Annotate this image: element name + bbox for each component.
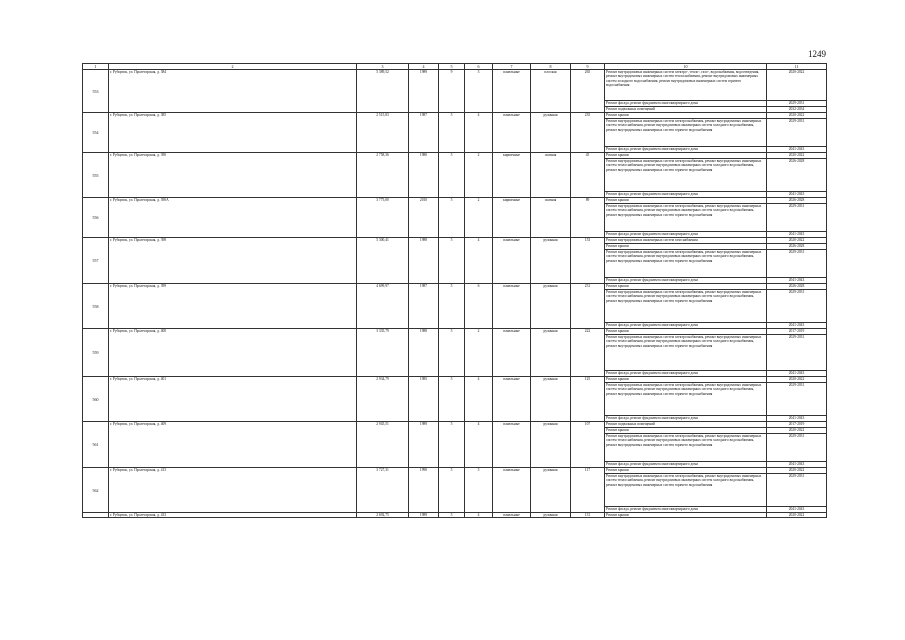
work-years-cell: 2017-2019 [767, 422, 827, 428]
residents-cell: 222 [571, 329, 605, 377]
work-type-cell: Ремонт внутридомовых инженерных систем газоснабжения [605, 238, 767, 244]
column-number-7: 7 [493, 64, 531, 70]
row-number: 558 [83, 284, 109, 329]
work-type-cell: Ремонт фасада, ремонт фундамента многоквартирного дома [605, 101, 767, 107]
wall-material-cell: панельные [493, 70, 531, 113]
residents-cell: 45 [571, 153, 605, 198]
floors-cell: 5 [439, 153, 465, 198]
year-cell: 1988 [409, 329, 439, 377]
year-cell: 1989 [409, 70, 439, 113]
work-type-cell: Ремонт крыши [605, 284, 767, 290]
wall-material-cell: панельные [493, 238, 531, 284]
row-number: 560 [83, 377, 109, 422]
entrances-cell: 3 [465, 70, 493, 113]
address-cell: г. Рубцовск, ул. Пролетарская, д. 399 [109, 284, 357, 329]
work-years-cell: 2041-2043 [767, 232, 827, 238]
table-row [83, 513, 827, 518]
work-type-cell: Ремонт внутридомовых инженерных систем электро-, тепло-, газо-, водоснабжения, водоотведения, ремонт внутридомовых инженерных систем теплоснабжения, ремонт внутридомовых инженерных систем холодного водоснабжения, ремонт внутридомовых инженерных систем горячего водоснабжения [605, 70, 767, 101]
work-years-cell: 2017-2019 [767, 329, 827, 335]
work-years-cell: 2029-2031 [767, 119, 827, 147]
work-type-cell: Ремонт крыши [605, 329, 767, 335]
table-body [83, 70, 827, 518]
roof-type-cell: рулонная [531, 513, 571, 518]
residents-cell: 153 [571, 238, 605, 284]
work-type-cell: Ремонт внутридомовых инженерных систем электроснабжения, ремонт внутридомовых инженерных систем теплоснабжения, ремонт внутридомовых инженерных систем холодного водоснабжения, ремонт внутридомовых инженерных систем горячего водоснабжения [605, 159, 767, 192]
register-table [82, 63, 827, 518]
work-type-cell: Ремонт внутридомовых инженерных систем электроснабжения, ремонт внутридомовых инженерных систем теплоснабжения, ремонт внутридомовых инженерных систем холодного водоснабжения, ремонт внутридомовых инженерных систем горячего водоснабжения [605, 335, 767, 371]
work-years-cell: 2041-2043 [767, 192, 827, 198]
work-years-cell: 2029-2031 [767, 335, 827, 371]
floors-cell: 5 [439, 198, 465, 238]
roof-type-cell: рулонная [531, 422, 571, 468]
entrances-cell: 4 [465, 422, 493, 468]
work-years-cell: 2020-2022 [767, 153, 827, 159]
entrances-cell: 2 [465, 329, 493, 377]
roof-type-cell: скатная [531, 198, 571, 238]
year-cell: 1990 [409, 468, 439, 513]
wall-material-cell: панельные [493, 468, 531, 513]
work-years-cell: 2029-2031 [767, 290, 827, 323]
work-years-cell: 2026-2028 [767, 198, 827, 204]
wall-material-cell: панельные [493, 422, 531, 468]
area-cell: 2 692,75 [357, 513, 409, 518]
roof-type-cell: рулонная [531, 329, 571, 377]
work-type-cell: Ремонт фасада, ремонт фундамента многоквартирного дома [605, 147, 767, 153]
row-number [83, 513, 109, 518]
work-years-cell: 2020-2022 [767, 513, 827, 518]
address-cell: г. Рубцовск, ул. Пролетарская, д. 385 [109, 113, 357, 153]
residents-cell: 117 [571, 468, 605, 513]
wall-material-cell: панельные [493, 377, 531, 422]
work-type-cell: Ремонт крыши [605, 198, 767, 204]
wall-material-cell: панельные [493, 113, 531, 153]
address-cell: г. Рубцовск, ул. Пролетарская, д. 398 [109, 238, 357, 284]
roof-type-cell: рулонная [531, 113, 571, 153]
work-years-cell: 2041-2043 [767, 147, 827, 153]
work-years-cell: 2020-2022 [767, 377, 827, 383]
work-type-cell: Ремонт внутридомовых инженерных систем электроснабжения, ремонт внутридомовых инженерных систем теплоснабжения, ремонт внутридомовых инженерных систем холодного водоснабжения, ремонт внутридомовых инженерных систем горячего водоснабжения [605, 290, 767, 323]
work-years-cell: 2029-2031 [767, 474, 827, 507]
entrances-cell: 4 [465, 377, 493, 422]
wall-material-cell: панельные [493, 284, 531, 329]
work-years-cell: 2041-2043 [767, 507, 827, 513]
work-years-cell: 2020-2022 [767, 468, 827, 474]
address-cell: г. Рубцовск, ул. Пролетарская, д. 413 [109, 468, 357, 513]
row-number: 559 [83, 329, 109, 377]
area-cell: 2 758,36 [357, 153, 409, 198]
work-type-cell: Ремонт фасада, ремонт фундамента многоквартирного дома [605, 462, 767, 468]
work-type-cell: Ремонт крыши [605, 468, 767, 474]
row-number: 556 [83, 198, 109, 238]
work-years-cell: 2029-2031 [767, 204, 827, 232]
work-type-cell: Ремонт внутридомовых инженерных систем электроснабжения, ремонт внутридомовых инженерных систем теплоснабжения, ремонт внутридомовых инженерных систем холодного водоснабжения, ремонт внутридомовых инженерных систем горячего водоснабжения [605, 434, 767, 462]
floors-cell: 5 [439, 513, 465, 518]
row-number: 553 [83, 70, 109, 113]
work-type-cell: Ремонт крыши [605, 113, 767, 119]
floors-cell: 5 [439, 468, 465, 513]
year-cell: 1987 [409, 113, 439, 153]
area-cell: 3 727,31 [357, 468, 409, 513]
roof-type-cell: скатная [531, 153, 571, 198]
area-cell: 4 699,97 [357, 284, 409, 329]
work-years-cell: 2026-2028 [767, 284, 827, 290]
entrances-cell: 2 [465, 153, 493, 198]
area-cell: 5 389,52 [357, 70, 409, 113]
work-years-cell: 2020-2022 [767, 113, 827, 119]
floors-cell: 5 [439, 422, 465, 468]
work-years-cell: 2032-2034 [767, 107, 827, 113]
work-type-cell: Ремонт внутридомовых инженерных систем электроснабжения, ремонт внутридомовых инженерных систем теплоснабжения, ремонт внутридомовых инженерных систем холодного водоснабжения, ремонт внутридомовых инженерных систем горячего водоснабжения [605, 119, 767, 147]
work-type-cell: Ремонт внутридомовых инженерных систем электроснабжения, ремонт внутридомовых инженерных систем теплоснабжения, ремонт внутридомовых инженерных систем холодного водоснабжения, ремонт внутридомовых инженерных систем горячего водоснабжения [605, 204, 767, 232]
floors-cell: 5 [439, 113, 465, 153]
work-type-cell: Ремонт внутридомовых инженерных систем электроснабжения, ремонт внутридомовых инженерных систем теплоснабжения, ремонт внутридомовых инженерных систем холодного водоснабжения, ремонт внутридомовых инженерных систем горячего водоснабжения [605, 250, 767, 278]
residents-cell: 89 [571, 198, 605, 238]
column-number-1: 1 [83, 64, 109, 70]
table-row [83, 70, 827, 101]
work-years-cell: 2026-2028 [767, 244, 827, 250]
entrances-cell: 2 [465, 198, 493, 238]
address-cell: г. Рубцовск, ул. Пролетарская, д. 433 [109, 513, 357, 518]
wall-material-cell: кирпичные [493, 153, 531, 198]
wall-material-cell: панельные [493, 513, 531, 518]
work-type-cell: Ремонт подвальных помещений [605, 107, 767, 113]
year-cell: 1988 [409, 238, 439, 284]
address-cell: г. Рубцовск, ул. Пролетарская, д. 390А [109, 198, 357, 238]
year-cell: 1985 [409, 377, 439, 422]
row-number: 557 [83, 238, 109, 284]
address-cell: г. Рубцовск, ул. Пролетарская, д. 409 [109, 422, 357, 468]
work-type-cell: Ремонт фасада, ремонт фундамента многоквартирного дома [605, 232, 767, 238]
work-years-cell: 2041-2043 [767, 278, 827, 284]
work-years-cell: 2041-2043 [767, 462, 827, 468]
floors-cell: 5 [439, 329, 465, 377]
address-cell: г. Рубцовск, ул. Пролетарская, д. 401 [109, 377, 357, 422]
work-type-cell: Ремонт крыши [605, 244, 767, 250]
area-cell: 5 300,41 [357, 238, 409, 284]
year-cell: 1987 [409, 284, 439, 329]
column-number-6: 6 [465, 64, 493, 70]
work-type-cell: Ремонт крыши [605, 153, 767, 159]
column-number-10: 10 [605, 64, 767, 70]
work-years-cell: 2029-2031 [767, 101, 827, 107]
column-number-4: 4 [409, 64, 439, 70]
entrances-cell: 5 [465, 468, 493, 513]
work-years-cell: 2020-2022 [767, 428, 827, 434]
work-years-cell: 2020-2022 [767, 70, 827, 101]
address-cell: г. Рубцовск, ул. Пролетарская, д. 384 [109, 70, 357, 113]
wall-material-cell: кирпичные [493, 198, 531, 238]
year-cell: 1989 [409, 422, 439, 468]
work-years-cell: 2041-2043 [767, 371, 827, 377]
row-number: 561 [83, 422, 109, 468]
area-cell: 3 775,00 [357, 198, 409, 238]
row-number: 554 [83, 113, 109, 153]
roof-type-cell: плоская [531, 70, 571, 113]
residents-cell: 265 [571, 70, 605, 113]
area-cell: 2 515,83 [357, 113, 409, 153]
address-cell: г. Рубцовск, ул. Пролетарская, д. 390 [109, 153, 357, 198]
column-number-2: 2 [109, 64, 357, 70]
entrances-cell: 4 [465, 113, 493, 153]
column-number-3: 3 [357, 64, 409, 70]
roof-type-cell: рулонная [531, 377, 571, 422]
work-type-cell: Ремонт внутридомовых инженерных систем электроснабжения, ремонт внутридомовых инженерных систем теплоснабжения, ремонт внутридомовых инженерных систем холодного водоснабжения, ремонт внутридомовых инженерных систем горячего водоснабжения [605, 474, 767, 507]
work-type-cell: Ремонт фасада, ремонт фундамента многоквартирного дома [605, 192, 767, 198]
floors-cell: 5 [439, 238, 465, 284]
work-type-cell: Ремонт крыши [605, 428, 767, 434]
residents-cell: 231 [571, 284, 605, 329]
entrances-cell: 6 [465, 284, 493, 329]
work-years-cell: 2020-2022 [767, 238, 827, 244]
year-cell: 1980 [409, 153, 439, 198]
row-number: 562 [83, 468, 109, 513]
column-number-11: 11 [767, 64, 827, 70]
roof-type-cell: рулонная [531, 238, 571, 284]
residents-cell: 235 [571, 113, 605, 153]
floors-cell: 9 [439, 70, 465, 113]
roof-type-cell: рулонная [531, 468, 571, 513]
residents-cell: 125 [571, 377, 605, 422]
work-type-cell: Ремонт подвальных помещений [605, 422, 767, 428]
row-number: 555 [83, 153, 109, 198]
work-type-cell: Ремонт фасада, ремонт фундамента многоквартирного дома [605, 416, 767, 422]
entrances-cell: 4 [465, 513, 493, 518]
work-years-cell: 2029-2031 [767, 250, 827, 278]
work-years-cell: 2041-2043 [767, 323, 827, 329]
area-cell: 2 934,79 [357, 377, 409, 422]
page-number: 1249 [808, 49, 826, 59]
work-type-cell: Ремонт фасада, ремонт фундамента многоквартирного дома [605, 371, 767, 377]
column-number-5: 5 [439, 64, 465, 70]
year-cell: 2010 [409, 198, 439, 238]
work-type-cell: Ремонт фасада, ремонт фундамента многоквартирного дома [605, 323, 767, 329]
area-cell: 2 945,51 [357, 422, 409, 468]
work-years-cell: 2026-2028 [767, 159, 827, 192]
work-type-cell: Ремонт крыши [605, 377, 767, 383]
column-number-8: 8 [531, 64, 571, 70]
floors-cell: 5 [439, 284, 465, 329]
wall-material-cell: панельные [493, 329, 531, 377]
floors-cell: 5 [439, 377, 465, 422]
work-type-cell: Ремонт внутридомовых инженерных систем электроснабжения, ремонт внутридомовых инженерных систем теплоснабжения, ремонт внутридомовых инженерных систем холодного водоснабжения, ремонт внутридомовых инженерных систем горячего водоснабжения [605, 383, 767, 416]
entrances-cell: 4 [465, 238, 493, 284]
residents-cell: 131 [571, 513, 605, 518]
work-years-cell: 2029-2031 [767, 434, 827, 462]
work-years-cell: 2041-2043 [767, 416, 827, 422]
work-type-cell: Ремонт крыши [605, 513, 767, 518]
column-number-9: 9 [571, 64, 605, 70]
work-years-cell: 2029-2031 [767, 383, 827, 416]
area-cell: 3 335,79 [357, 329, 409, 377]
year-cell: 1989 [409, 513, 439, 518]
roof-type-cell: рулонная [531, 284, 571, 329]
residents-cell: 107 [571, 422, 605, 468]
work-type-cell: Ремонт фасада, ремонт фундамента многоквартирного дома [605, 278, 767, 284]
address-cell: г. Рубцовск, ул. Пролетарская, д. 400 [109, 329, 357, 377]
work-type-cell: Ремонт фасада, ремонт фундамента многоквартирного дома [605, 507, 767, 513]
